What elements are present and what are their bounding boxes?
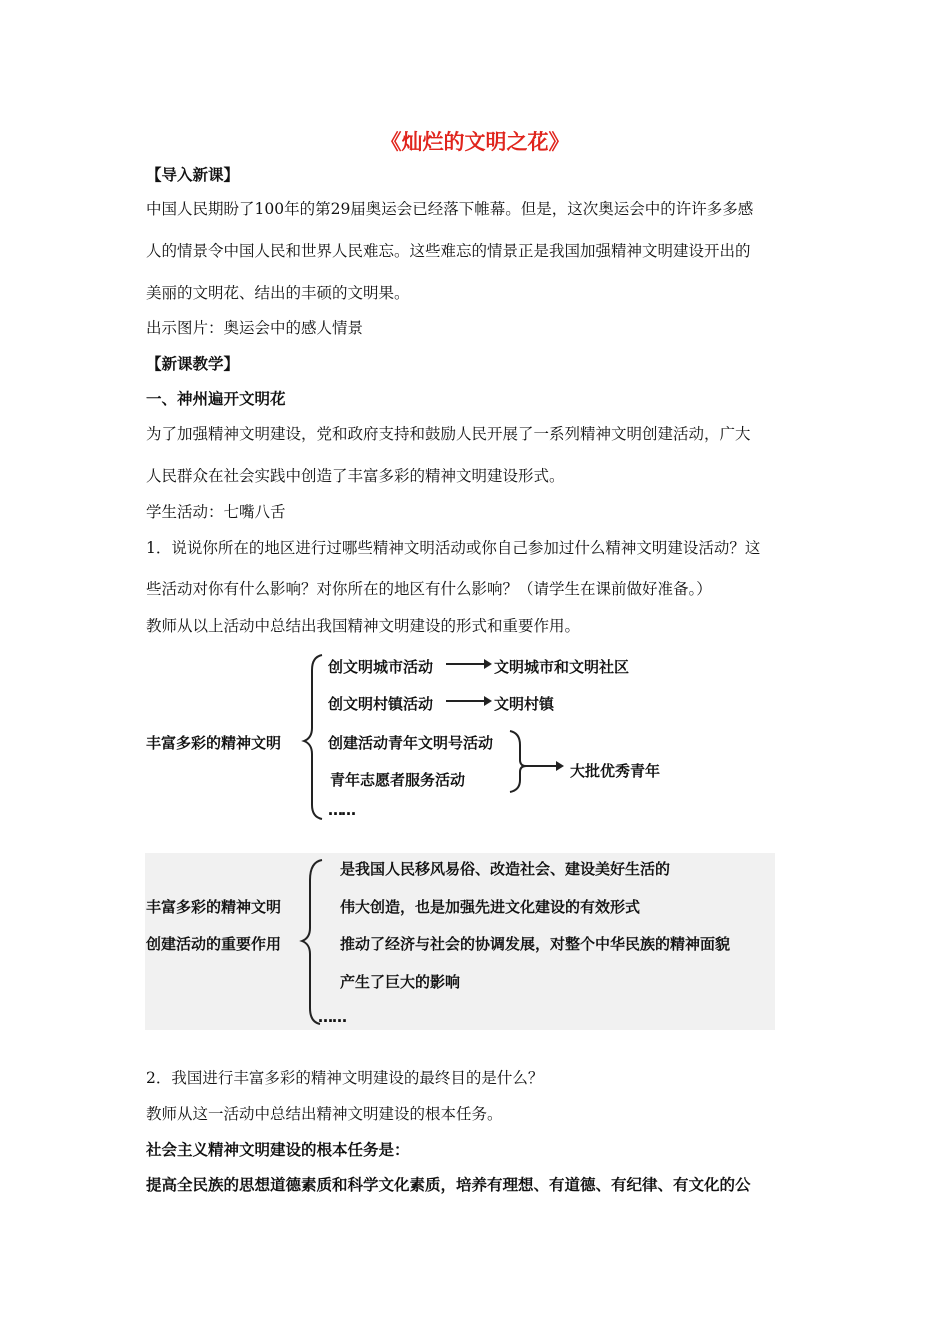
diagram1-group-result: 大批优秀青年 bbox=[570, 762, 661, 780]
diagram1-result-2: 文明村镇 bbox=[494, 695, 555, 713]
task-heading: 社会主义精神文明建设的根本任务是： bbox=[146, 1140, 410, 1159]
question-1-line-1: 1．说说你所在的地区进行过哪些精神文明活动或你自己参加过什么精神文明建设活动？这 bbox=[146, 539, 761, 557]
diagram1-root: 丰富多彩的精神文明 bbox=[146, 734, 282, 752]
diagram1-item-5: …… bbox=[328, 801, 354, 819]
diagram2-root-line-1: 丰富多彩的精神文明 bbox=[146, 898, 282, 916]
diagram1-item-1: 创文明城市活动 bbox=[328, 658, 434, 676]
diagram2-line-5: …… bbox=[318, 1008, 346, 1026]
page-title: 《灿烂的文明之花》 bbox=[380, 129, 570, 154]
diagram1-item-3: 创建活动青年文明号活动 bbox=[328, 734, 494, 752]
subheading-1: 一、神州遍开文明花 bbox=[146, 389, 286, 408]
teacher-summary-1: 教师从以上活动中总结出我国精神文明建设的形式和重要作用。 bbox=[146, 617, 581, 635]
section-heading-intro: 【导入新课】 bbox=[146, 165, 240, 184]
show-picture-note: 出示图片：奥运会中的感人情景 bbox=[146, 319, 364, 337]
intro-line-2: 人的情景令中国人民和世界人民难忘。这些难忘的情景正是我国加强精神文明建设开出的 bbox=[146, 242, 751, 260]
diagram2-line-3: 推动了经济与社会的协调发展，对整个中华民族的精神面貌 bbox=[340, 935, 731, 953]
diagram1-item-4: 青年志愿者服务活动 bbox=[330, 771, 466, 789]
teacher-summary-2: 教师从这一活动中总结出精神文明建设的根本任务。 bbox=[146, 1105, 503, 1123]
diagram2-root-line-2: 创建活动的重要作用 bbox=[146, 935, 282, 953]
diagram2-line-1: 是我国人民移风易俗、改造社会、建设美好生活的 bbox=[340, 860, 671, 878]
diagram1-result-1: 文明城市和文明社区 bbox=[494, 658, 630, 676]
task-text: 提高全民族的思想道德素质和科学文化素质，培养有理想、有道德、有纪律、有文化的公 bbox=[146, 1175, 751, 1194]
diagram2-line-2: 伟大创造，也是加强先进文化建设的有效形式 bbox=[340, 898, 641, 916]
intro-line-3: 美丽的文明花、结出的丰硕的文明果。 bbox=[146, 284, 410, 302]
question-2: 2．我国进行丰富多彩的精神文明建设的最终目的是什么？ bbox=[146, 1069, 544, 1087]
brace-left-2 bbox=[302, 860, 322, 1024]
intro-line-1: 中国人民期盼了100年的第29届奥运会已经落下帷幕。但是，这次奥运会中的许许多多感 bbox=[146, 200, 754, 218]
para-line-1: 为了加强精神文明建设，党和政府支持和鼓励人民开展了一系列精神文明创建活动，广大 bbox=[146, 425, 751, 443]
diagram1-item-2: 创文明村镇活动 bbox=[328, 695, 434, 713]
student-activity: 学生活动：七嘴八舌 bbox=[146, 503, 286, 521]
question-1-line-2: 些活动对你有什么影响？对你所在的地区有什么影响？（请学生在课前做好准备。） bbox=[146, 580, 712, 598]
diagram2-line-4: 产生了巨大的影响 bbox=[340, 973, 461, 991]
para-line-2: 人民群众在社会实践中创造了丰富多彩的精神文明建设形式。 bbox=[146, 467, 565, 485]
section-heading-new: 【新课教学】 bbox=[146, 354, 240, 373]
